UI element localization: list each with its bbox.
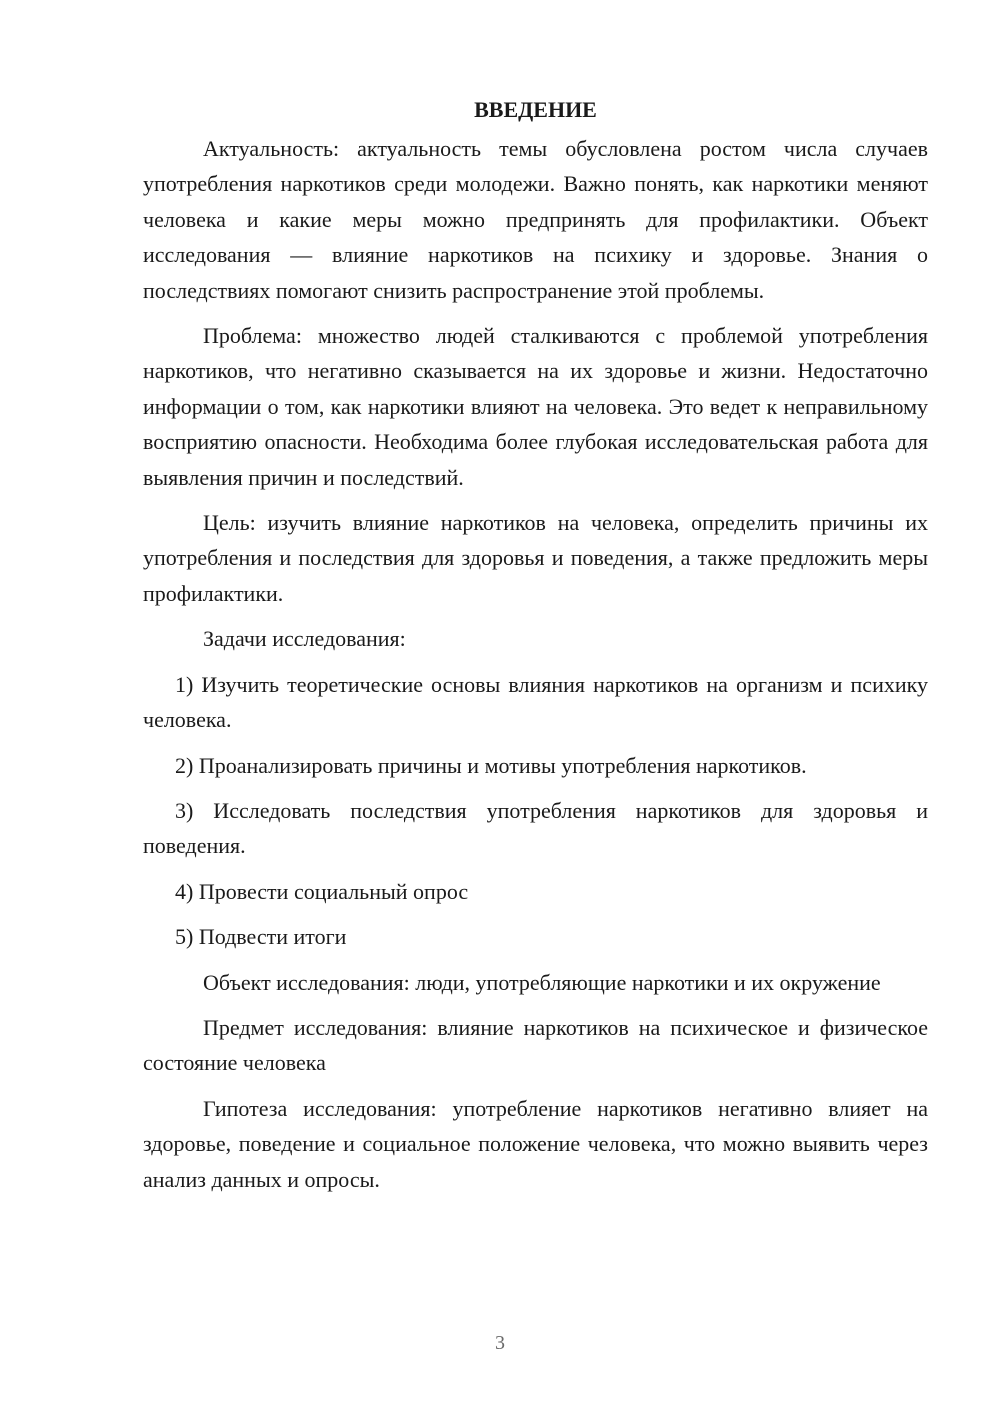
hypothesis-paragraph: Гипотеза исследования: употребление наркотиков негативно влияет на здоровье, поведение и социальное положение человека, что можно выявить через анализ данных и опросы. xyxy=(143,1095,928,1192)
tasks-list xyxy=(143,667,928,955)
goal-paragraph: Цель: изучить влияние наркотиков на человека, определить причины их употребления и последствия для здоровья и поведения, а также предложить меры профилактики. xyxy=(143,510,928,606)
relevance-paragraph: Актуальность: актуальность темы обусловлена ростом числа случаев употребления наркотиков среди молодежи. Важно понять, как наркотики меняют человека и какие меры можно предпринять для профилактики. Объект исследования — влияние наркотиков на психику и здоровье. Знания о последствиях помогают снизить распространение этой проблемы. xyxy=(143,136,928,303)
list-item: 2) Проанализировать причины и мотивы употребления наркотиков. xyxy=(175,752,807,778)
list-item: 3) Исследовать последствия употребления наркотиков для здоровья и поведения. xyxy=(143,797,928,859)
problem-paragraph: Проблема: множество людей сталкиваются с проблемой употребления наркотиков, что негативно сказывается на их здоровье и жизни. Недостаточно информации о том, как наркотики влияют на человека. Это ведет к неправильному восприятию опасности. Необходима более глубокая исследовательская работа для выявления причин и последствий. xyxy=(143,323,928,490)
document-page xyxy=(143,92,928,1197)
list-item: 5) Подвести итоги xyxy=(175,924,347,950)
list-item: 1) Изучить теоретические основы влияния наркотиков на организм и психику человека. xyxy=(143,671,928,733)
subject-paragraph: Предмет исследования: влияние наркотиков на психическое и физическое состояние человека xyxy=(143,1014,928,1076)
page-number: 3 xyxy=(495,1332,505,1354)
list-item: 4) Провести социальный опрос xyxy=(175,878,469,904)
page-title: ВВЕДЕНИЕ xyxy=(474,97,597,122)
tasks-heading: Задачи исследования: xyxy=(203,626,406,652)
object-paragraph: Объект исследования: люди, употребляющие наркотики и их окружение xyxy=(203,969,881,995)
